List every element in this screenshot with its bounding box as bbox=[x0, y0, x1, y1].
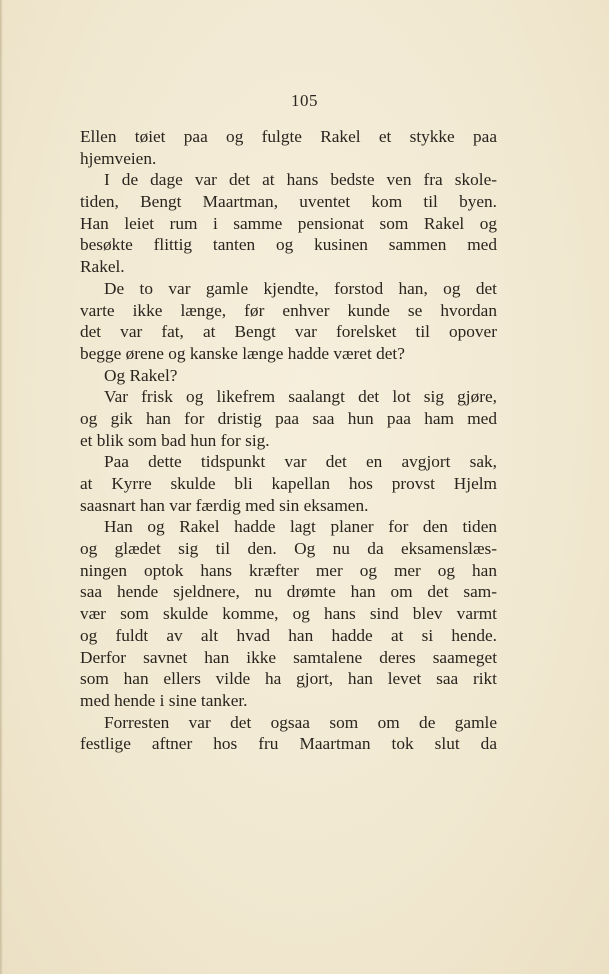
text-line: og glædet sig til den. Og nu da eksamenslæs- bbox=[80, 539, 497, 559]
text-line: Han leiet rum i samme pensionat som Rakel og bbox=[80, 213, 497, 233]
paragraph bbox=[80, 278, 497, 365]
paragraph bbox=[80, 169, 497, 277]
text-line: Han og Rakel hadde lagt planer for den tiden bbox=[104, 517, 497, 537]
text-line: Paa dette tidspunkt var det en avgjort sak, bbox=[104, 452, 497, 472]
text-line: som han ellers vilde ha gjort, han levet saa rikt bbox=[80, 669, 497, 689]
paragraph bbox=[80, 451, 497, 516]
text-line: besøkte flittig tanten og kusinen sammen med bbox=[80, 235, 497, 255]
text-line: Derfor savnet han ikke samtalene deres saameget bbox=[80, 647, 497, 667]
text-line: varte ikke længe, før enhver kunde se hvordan bbox=[80, 300, 497, 320]
text-line: hjemveien. bbox=[80, 148, 157, 168]
text-line: ningen optok hans kræfter mer og mer og han bbox=[80, 560, 497, 580]
paragraph bbox=[80, 365, 497, 387]
text-line: festlige aftner hos fru Maartman tok slut da bbox=[80, 734, 497, 754]
text-line: et blik som bad hun for sig. bbox=[80, 430, 270, 450]
page-number: 105 bbox=[291, 91, 318, 110]
paragraph bbox=[80, 712, 497, 755]
text-line: I de dage var det at hans bedste ven fra skole- bbox=[104, 170, 497, 190]
paragraph bbox=[80, 386, 497, 451]
text-line: Var frisk og likefrem saalangt det lot sig gjøre, bbox=[104, 387, 497, 407]
text-line: vær som skulde komme, og hans sind blev varmt bbox=[80, 604, 497, 624]
text-line: Og Rakel? bbox=[104, 365, 178, 385]
text-line: saasnart han var færdig med sin eksamen. bbox=[80, 495, 369, 515]
text-line: det var fat, at Bengt var forelsket til opover bbox=[80, 322, 497, 342]
text-line: De to var gamle kjendte, forstod han, og det bbox=[104, 278, 497, 298]
text-line: tiden, Bengt Maartman, uventet kom til byen. bbox=[80, 192, 497, 212]
text-line: Rakel. bbox=[80, 257, 125, 277]
text-line: med hende i sine tanker. bbox=[80, 690, 248, 710]
paragraph bbox=[80, 126, 497, 169]
text-line: og fuldt av alt hvad han hadde at si hende. bbox=[80, 625, 497, 645]
text-line: at Kyrre skulde bli kapellan hos provst Hjelm bbox=[80, 474, 497, 493]
text-line: Forresten var det ogsaa som om de gamle bbox=[104, 712, 497, 732]
text-line: begge ørene og kanske længe hadde været det? bbox=[80, 343, 405, 363]
text-line: og gik han for dristig paa saa hun paa ham med bbox=[80, 408, 497, 428]
paragraph bbox=[80, 516, 497, 711]
body-text bbox=[80, 126, 497, 755]
page-edge-shadow bbox=[0, 0, 3, 974]
text-line: saa hende sjeldnere, nu drømte han om det sam- bbox=[80, 582, 497, 602]
text-line: Ellen tøiet paa og fulgte Rakel et stykke paa bbox=[80, 127, 497, 146]
